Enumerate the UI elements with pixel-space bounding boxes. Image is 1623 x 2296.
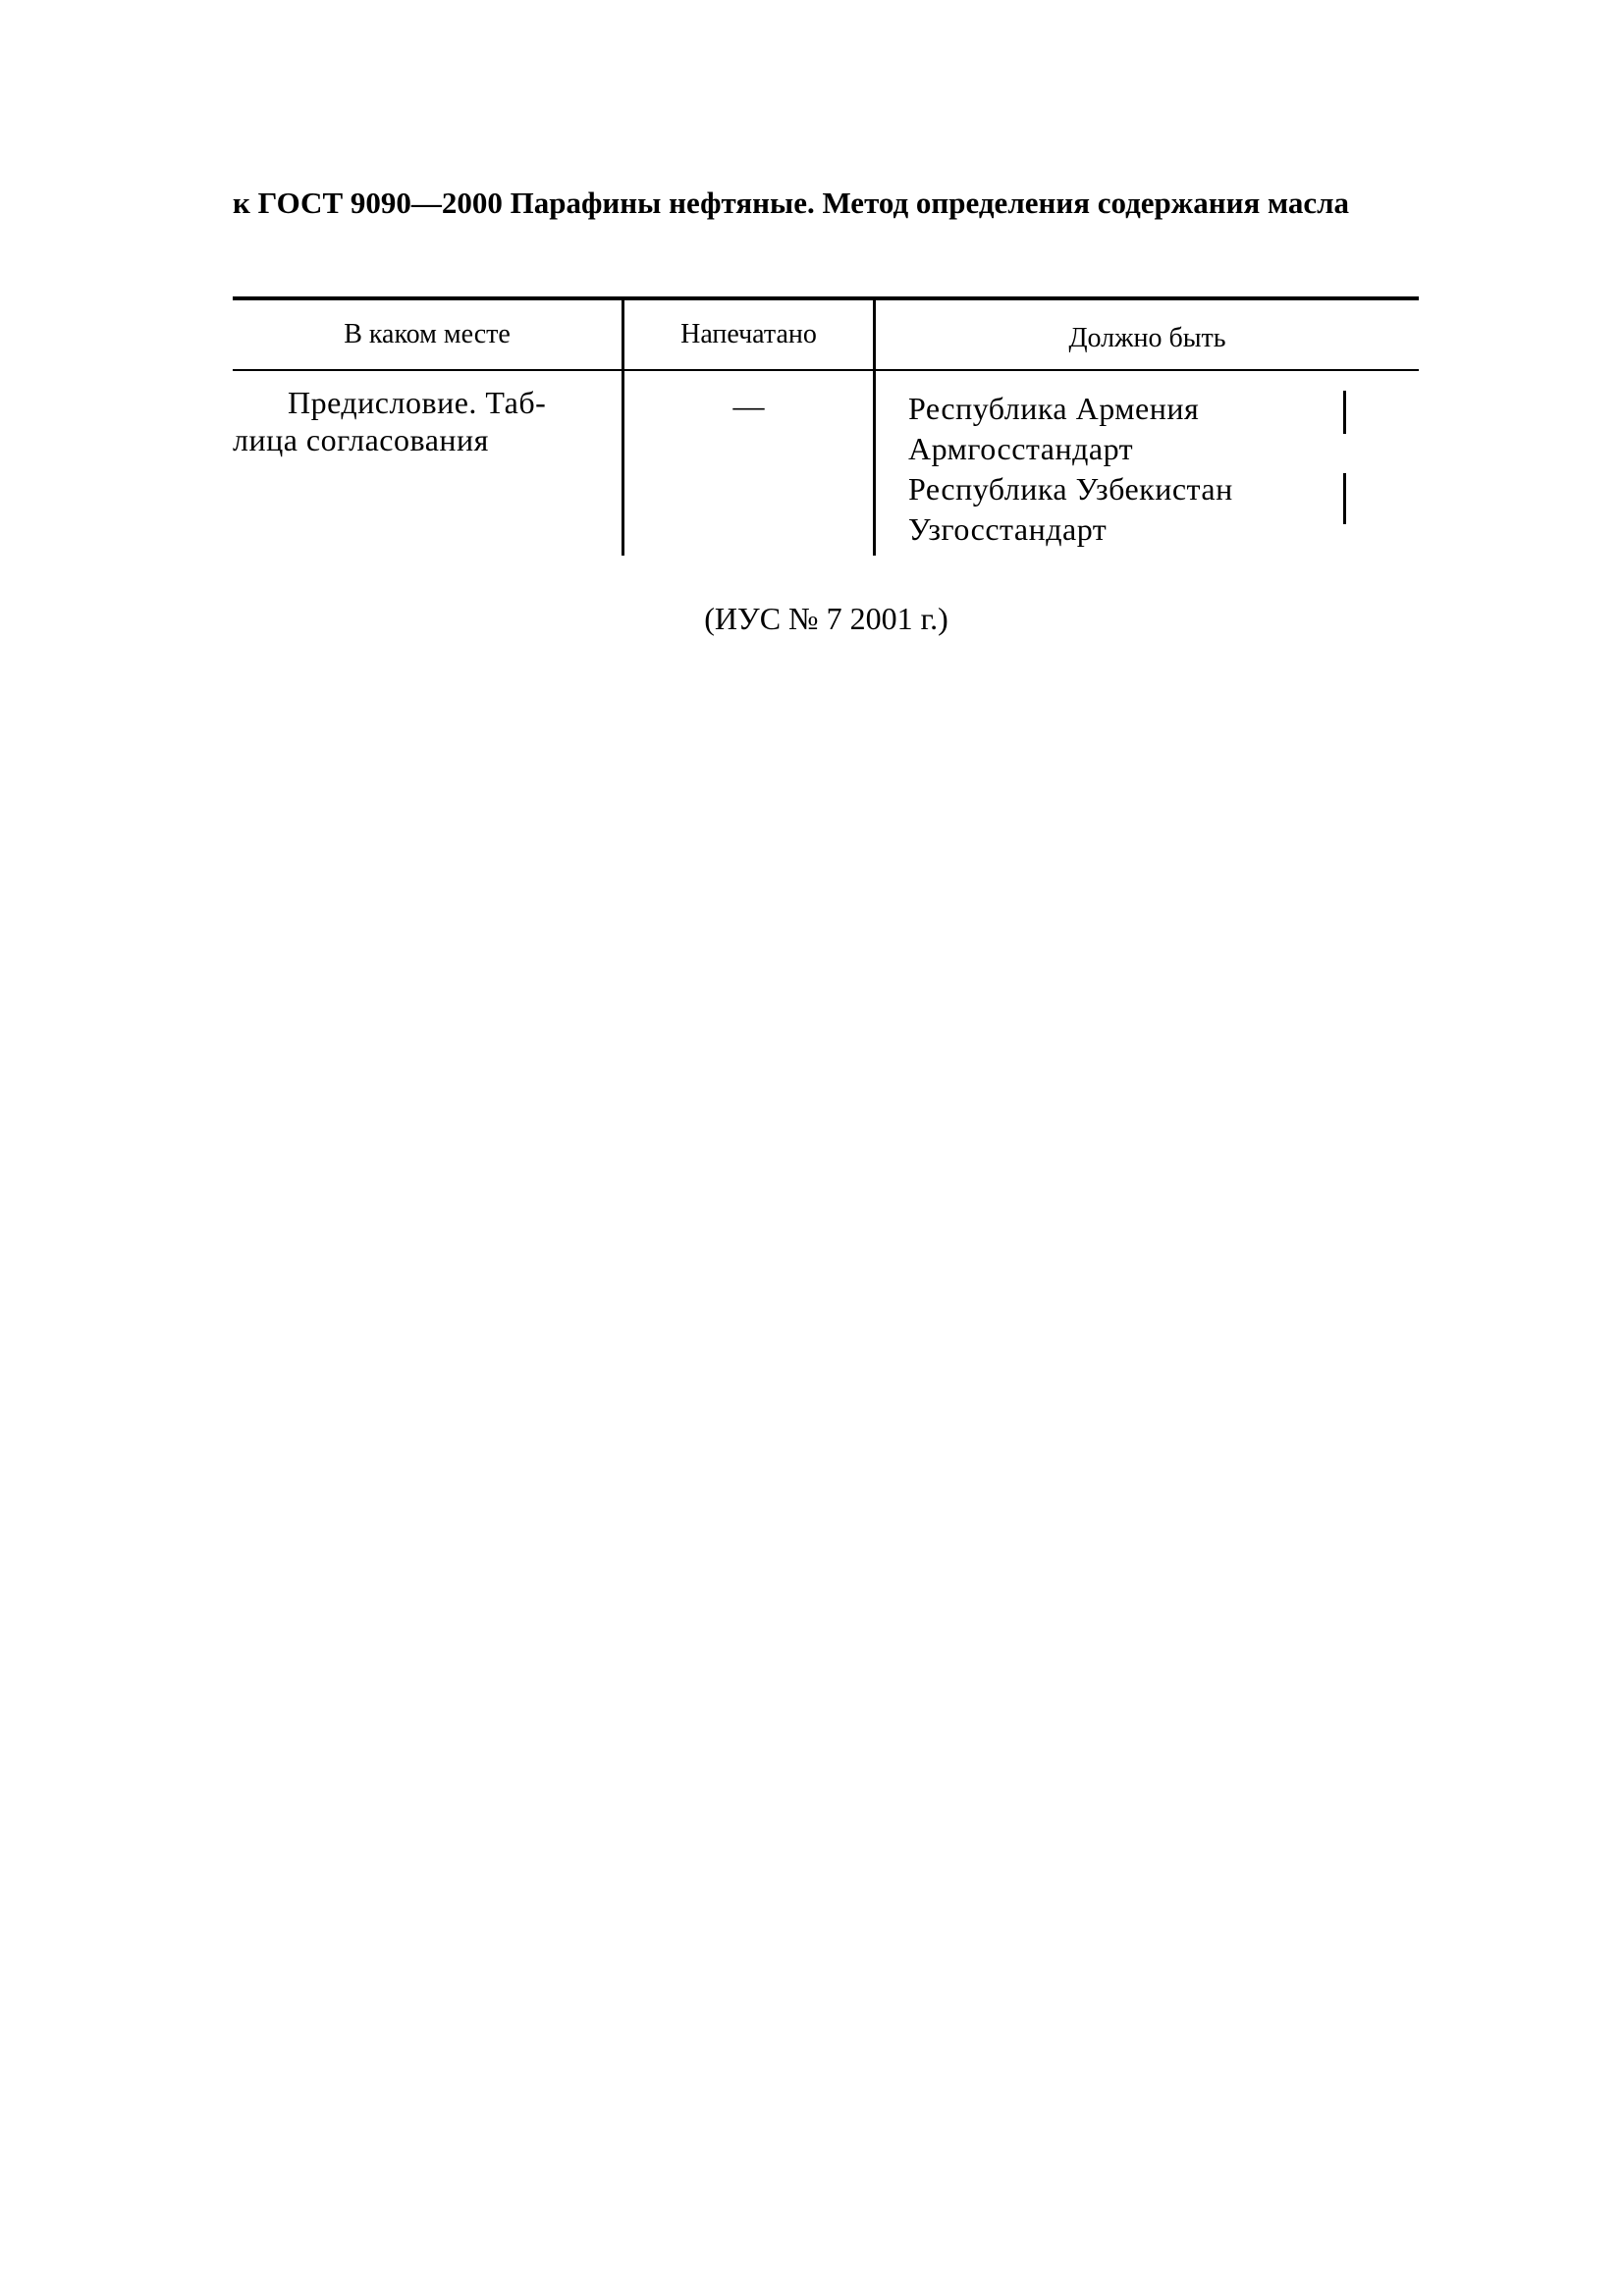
cell-place-line1: Предисловие. Таб- xyxy=(288,385,547,420)
should-be-line-3: Республика Узбекистан xyxy=(908,471,1233,507)
table-header-rule xyxy=(233,369,1419,371)
cell-place xyxy=(233,384,606,458)
publication-reference: (ИУС № 7 2001 г.) xyxy=(704,601,948,636)
header-should-be: Должно быть xyxy=(1068,323,1226,353)
header-place: В каком месте xyxy=(344,319,511,349)
should-be-line-1: Республика Армения xyxy=(908,391,1200,426)
header-printed: Напечатано xyxy=(680,319,817,349)
should-be-line-4: Узгосстандарт xyxy=(908,511,1108,547)
cell-place-line2: лица согласования xyxy=(233,422,489,457)
errata-table xyxy=(233,296,1419,556)
group-bracket-2 xyxy=(1343,473,1346,524)
group-bracket-1 xyxy=(1343,391,1346,434)
document-title: к ГОСТ 9090—2000 Парафины нефтяные. Метод определения содержания масла xyxy=(233,186,1350,220)
cell-printed: — xyxy=(732,388,765,423)
should-be-line-2: Армгосстандарт xyxy=(908,431,1134,466)
cell-should-be xyxy=(908,389,1399,550)
